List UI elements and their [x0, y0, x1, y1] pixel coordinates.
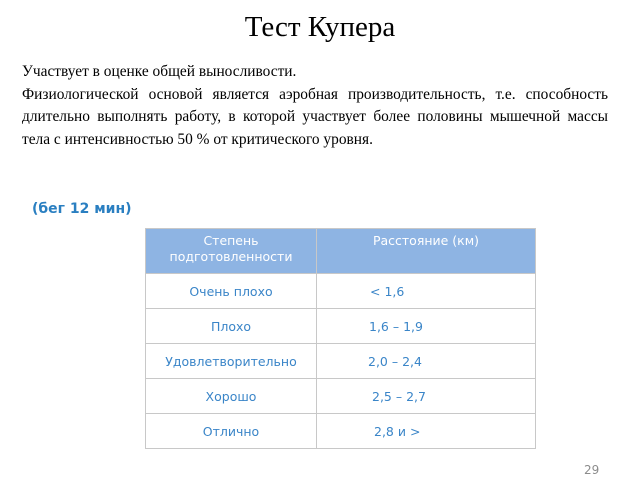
level-cell: Удовлетворительно — [146, 344, 317, 379]
table-row — [146, 414, 536, 449]
table-header-row — [146, 229, 536, 274]
level-cell: Очень плохо — [146, 274, 317, 309]
level-cell: Отлично — [146, 414, 317, 449]
distance-cell: 2,8 и > — [317, 414, 536, 449]
cooper-results-table — [145, 228, 536, 449]
distance-cell: < 1,6 — [317, 274, 536, 309]
distance-cell: 2,0 – 2,4 — [317, 344, 536, 379]
distance-cell: 1,6 – 1,9 — [317, 309, 536, 344]
distance-cell: 2,5 – 2,7 — [317, 379, 536, 414]
header-level: Степень подготовленности — [146, 229, 317, 274]
table-row — [146, 344, 536, 379]
level-cell: Плохо — [146, 309, 317, 344]
table-row — [146, 379, 536, 414]
test-duration-label: (бег 12 мин) — [32, 201, 132, 217]
page-number: 29 — [584, 463, 600, 477]
description-line-1: Участвует в оценке общей выносливости. — [22, 63, 297, 80]
slide-title: Тест Купера — [244, 11, 396, 43]
header-distance: Расстояние (км) — [317, 229, 536, 274]
description — [22, 61, 608, 151]
level-cell: Хорошо — [146, 379, 317, 414]
description-line-2: Физиологической основой является аэробная производительность, т.е. способность длительно выполнять работу, в которой участвует более половины мышечной массы тела с интенсивностью 50 % от критического уровня. — [22, 85, 608, 148]
table-row — [146, 274, 536, 309]
table-row — [146, 309, 536, 344]
